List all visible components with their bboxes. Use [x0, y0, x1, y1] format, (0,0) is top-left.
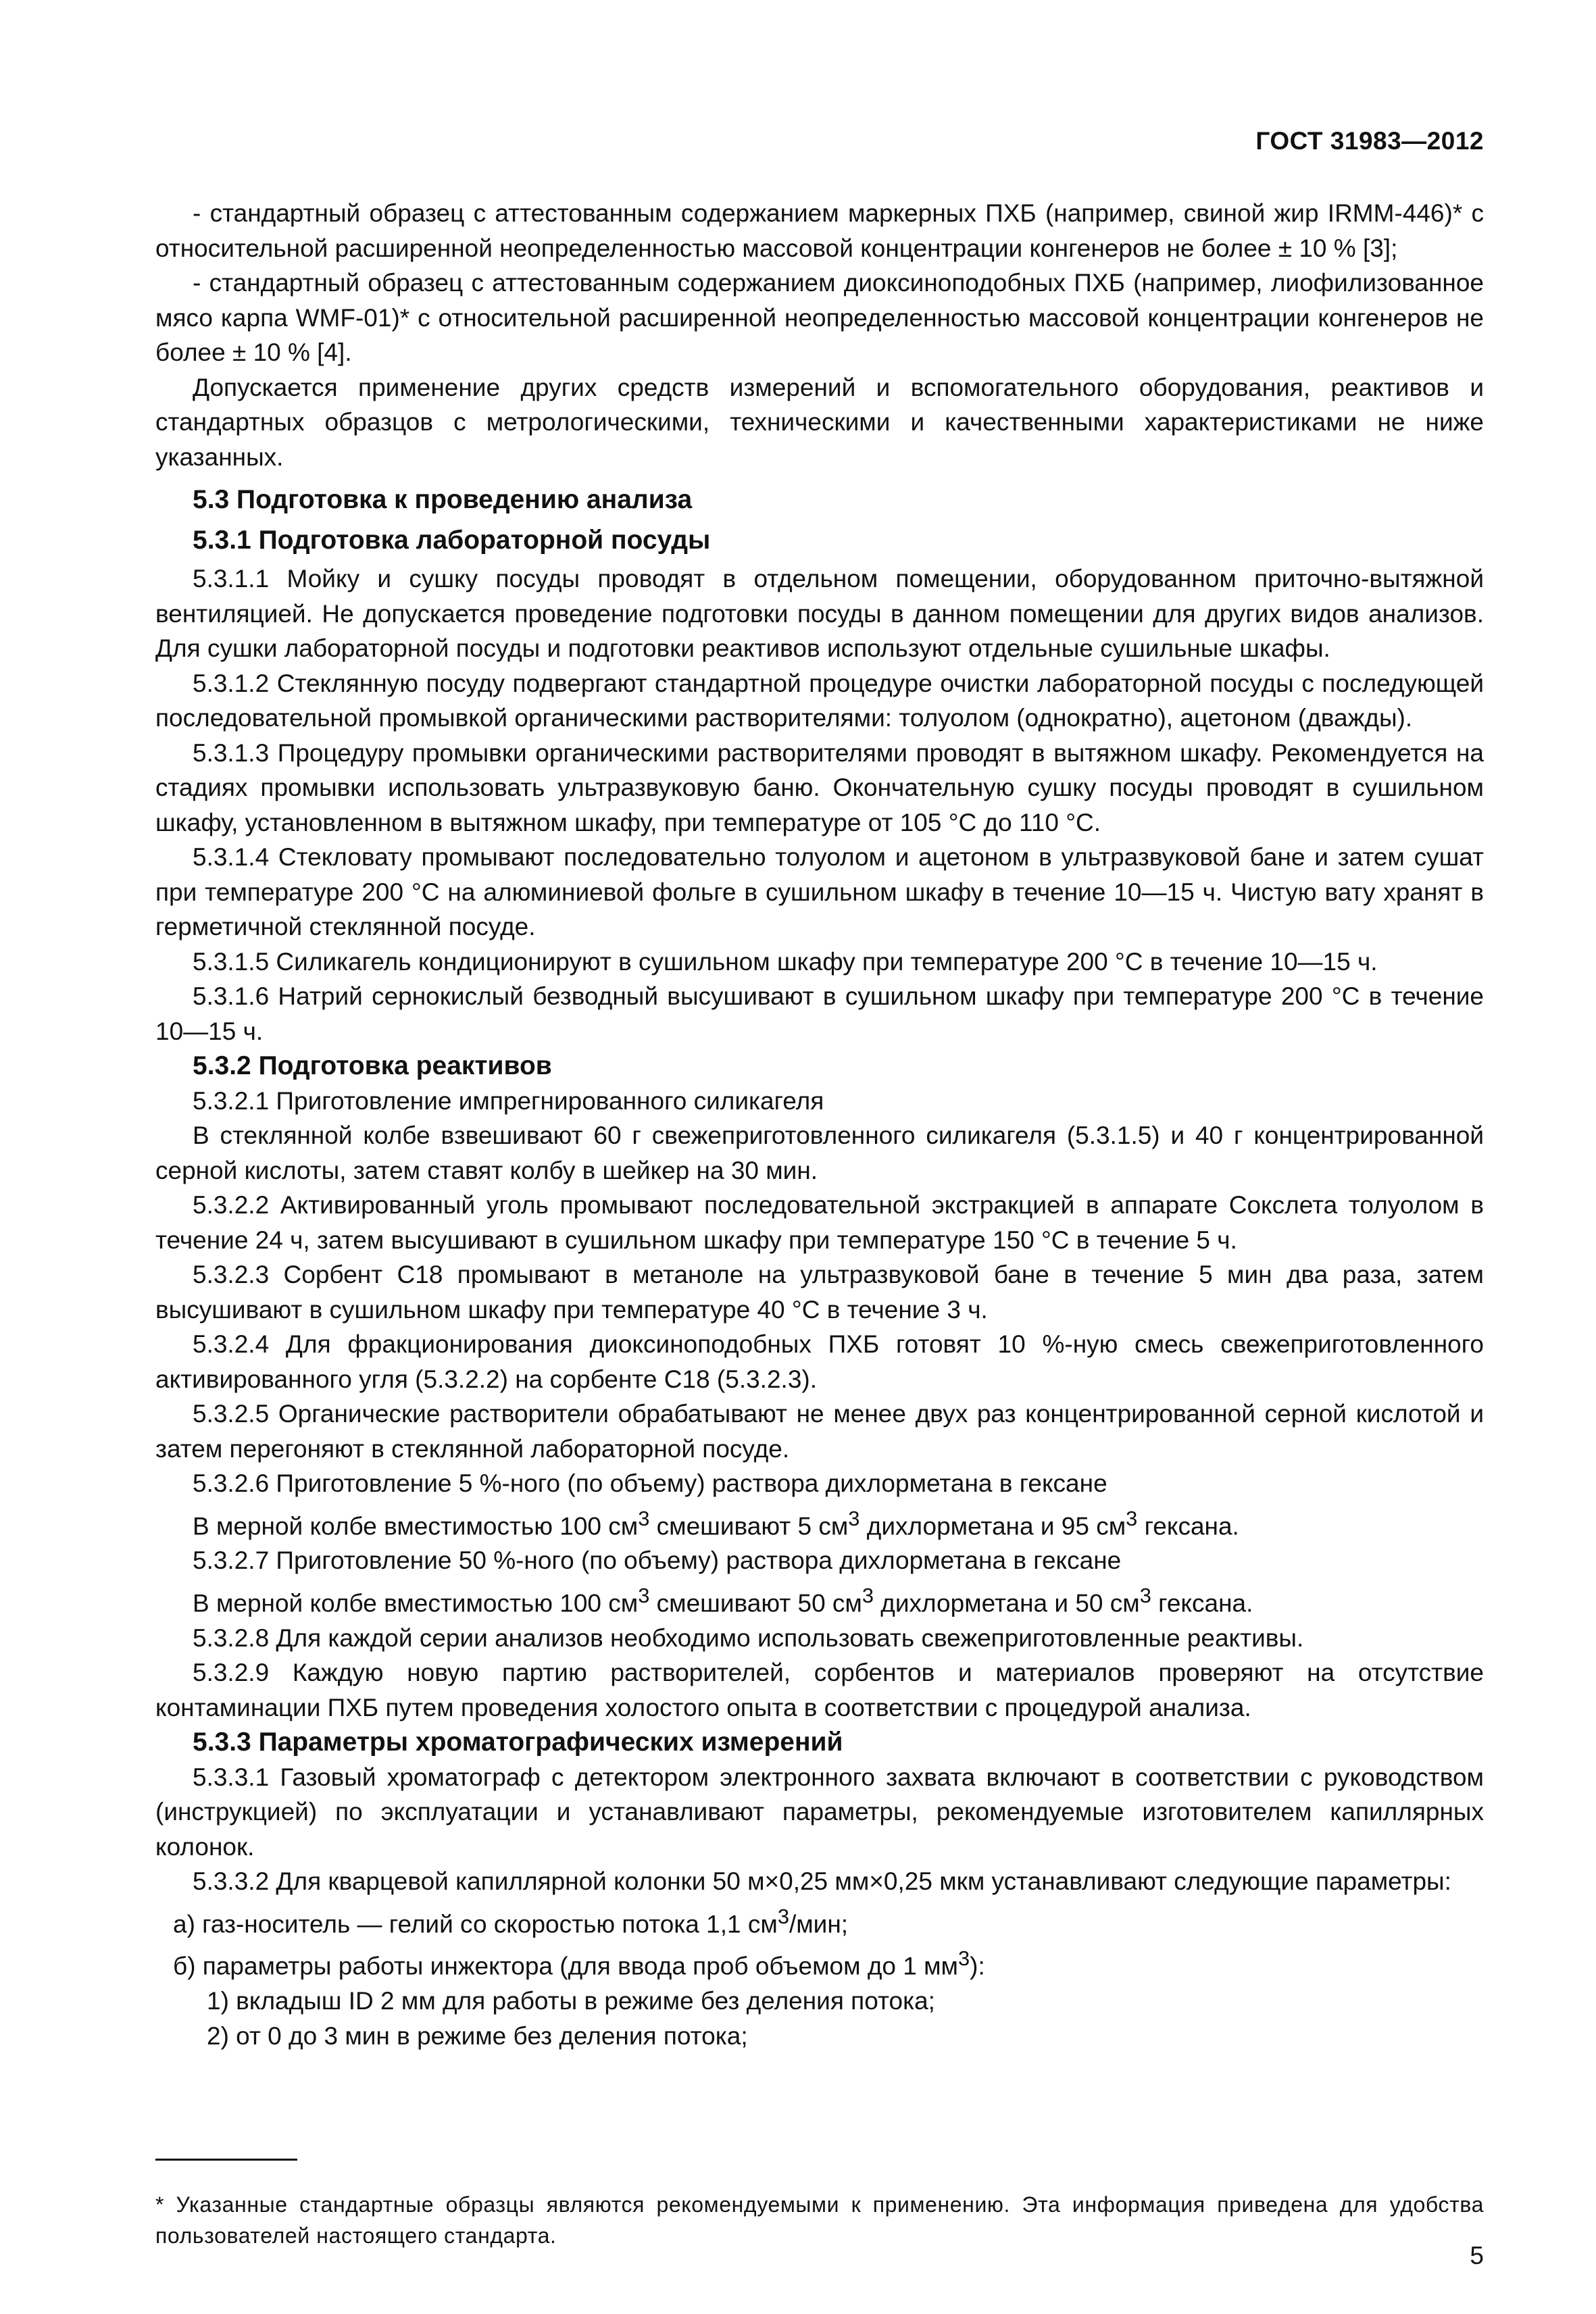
paragraph-5-3-1-3: 5.3.1.3 Процедуру промывки органическими растворителями проводят в вытяжном шкафу. Рекомендуется на стадиях промывки использовать ультразвуковую баню. Окончательную сушку посуды проводят в сушильном шкафу, установленном в вытяжном шкафу, при температуре от 105 °С до 110 °С.: [155, 738, 1484, 836]
heading-5-3-2: 5.3.2 Подготовка реактивов: [193, 1051, 552, 1080]
list-item-b1: 1) вкладыш ID 2 мм для работы в режиме без деления потока;: [207, 1987, 935, 2015]
paragraph-5-3-1-5: 5.3.1.5 Силикагель кондиционируют в сушильном шкафу при температуре 200 °С в течение 10—15 ч.: [193, 947, 1378, 976]
paragraph-5-3-3-2: 5.3.3.2 Для кварцевой капиллярной колонки 50 м×0,25 мм×0,25 мкм устанавливают следующие параметры:: [193, 1867, 1451, 1896]
paragraph-5-3-2-2: 5.3.2.2 Активированный уголь промывают последовательной экстракцией в аппарате Сокслета толуолом в течение 24 ч, затем высушивают в сушильном шкафу при температуре 150 °С в течение 5 ч.: [155, 1191, 1484, 1254]
footnote-rule: [155, 2159, 297, 2161]
heading-5-3-1: 5.3.1 Подготовка лабораторной посуды: [193, 525, 711, 555]
paragraph-5-3-2-6: 5.3.2.6 Приготовление 5 %-ного (по объему) раствора дихлорметана в гексане: [193, 1469, 1107, 1497]
paragraph-5-3-2-8: 5.3.2.8 Для каждой серии анализов необходимо использовать свежеприготовленные реактивы.: [193, 1624, 1304, 1652]
reference-sample-1: - стандартный образец с аттестованным содержанием маркерных ПХБ (например, свиной жир IRMM-446)* с относительной расширенной неопределенностью массовой концентрации конгенеров не более ± 10 % [3];: [155, 199, 1484, 262]
equipment-note: Допускается применение других средств измерений и вспомогательного оборудования, реактивов и стандартных образцов с метрологическими, техническими и качественными характеристиками не ниже указанных.: [155, 373, 1484, 471]
paragraph-5-3-1-4: 5.3.1.4 Стекловату промывают последовательно толуолом и ацетоном в ультразвуковой бане и затем сушат при температуре 200 °С на алюминиевой фольге в сушильном шкафу в течение 10—15 ч. Чистую вату хранят в герметичной стеклянной посуде.: [155, 843, 1484, 940]
heading-5-3-3: 5.3.3 Параметры хроматографических измерений: [193, 1728, 843, 1757]
paragraph-5-3-1-2: 5.3.1.2 Стеклянную посуду подвергают стандартной процедуре очистки лабораторной посуды с последующей последовательной промывкой органическими растворителями: толуолом (однократно), ацетоном (дважды).: [155, 669, 1484, 732]
paragraph-5-3-1-6: 5.3.1.6 Натрий сернокислый безводный высушивают в сушильном шкафу при температуре 200 °С в течение 10—15 ч.: [155, 982, 1484, 1045]
footnote: * Указанные стандартные образцы являются рекомендуемыми к применению. Эта информация приведена для удобства пользователей настоящего стандарта.: [155, 2192, 1484, 2248]
list-item-a: а) газ-носитель — гелий со скоростью потока 1,1 $см^3$/мин;: [173, 1904, 849, 1938]
paragraph-5-3-2-1: 5.3.2.1 Приготовление импрегнированного силикагеля: [193, 1086, 824, 1115]
list-item-b2: 2) от 0 до 3 мин в режиме без деления потока;: [207, 2021, 748, 2050]
paragraph-5-3-3-1: 5.3.3.1 Газовый хроматограф с детектором электронного захвата включают в соответствии с руководством (инструкцией) по эксплуатации и устанавливают параметры, рекомендуемые изготовителем капиллярных колонок.: [155, 1763, 1484, 1861]
paragraph-5-percent-solution: В мерной колбе вместимостью 100 $см^3$ смешивают 5 $см^3$ дихлорметана и 95 $см^3$ гексана.: [193, 1506, 1239, 1540]
document-code: ГОСТ 31983—2012: [1255, 127, 1484, 155]
paragraph-5-3-2-3: 5.3.2.3 Сорбент С18 промывают в метаноле на ультразвуковой бане в течение 5 мин два раза, затем высушивают в сушильном шкафу при температуре 40 °С в течение 3 ч.: [155, 1261, 1484, 1324]
paragraph-50-percent-solution: В мерной колбе вместимостью 100 $см^3$ смешивают 50 $см^3$ дихлорметана и 50 $см^3$ гексана.: [193, 1583, 1253, 1617]
paragraph-5-3-2-7: 5.3.2.7 Приготовление 50 %-ного (по объему) раствора дихлорметана в гексане: [193, 1546, 1122, 1575]
reference-sample-2: - стандартный образец с аттестованным содержанием диоксиноподобных ПХБ (например, лиофилизованное мясо карпа WMF-01)* с относительной расширенной неопределенностью массовой концентрации конгенеров не более ± 10 % [4].: [155, 269, 1484, 366]
page-body: [155, 196, 1484, 2053]
paragraph-5-3-2-5: 5.3.2.5 Органические растворители обрабатывают не менее двух раз концентрированной серной кислотой и затем перегоняют в стеклянной лабораторной посуде.: [155, 1400, 1484, 1463]
heading-5-3: 5.3 Подготовка к проведению анализа: [193, 485, 693, 514]
paragraph-5-3-2-4: 5.3.2.4 Для фракционирования диоксиноподобных ПХБ готовят 10 %-ную смесь свежеприготовленного активированного угля (5.3.2.2) на сорбенте С18 (5.3.2.3).: [155, 1330, 1484, 1393]
page-number: 5: [1470, 2242, 1484, 2269]
paragraph-silica-prep: В стеклянной колбе взвешивают 60 г свежеприготовленного силикагеля (5.3.1.5) и 40 г концентрированной серной кислоты, затем ставят колбу в шейкер на 30 мин.: [155, 1122, 1484, 1184]
paragraph-5-3-1-1: 5.3.1.1 Мойку и сушку посуды проводят в отдельном помещении, оборудованном приточно-вытяжной вентиляцией. Не допускается проведение подготовки посуды в данном помещении для других видов анализов. Для сушки лабораторной посуды и подготовки реактивов используют отдельные сушильные шкафы.: [155, 565, 1484, 662]
list-item-b: б) параметры работы инжектора (для ввода проб объемом до 1 $мм^3$):: [173, 1946, 985, 1980]
paragraph-5-3-2-9: 5.3.2.9 Каждую новую партию растворителей, сорбентов и материалов проверяют на отсутствие контаминации ПХБ путем проведения холостого опыта в соответствии с процедурой анализа.: [155, 1659, 1484, 1721]
